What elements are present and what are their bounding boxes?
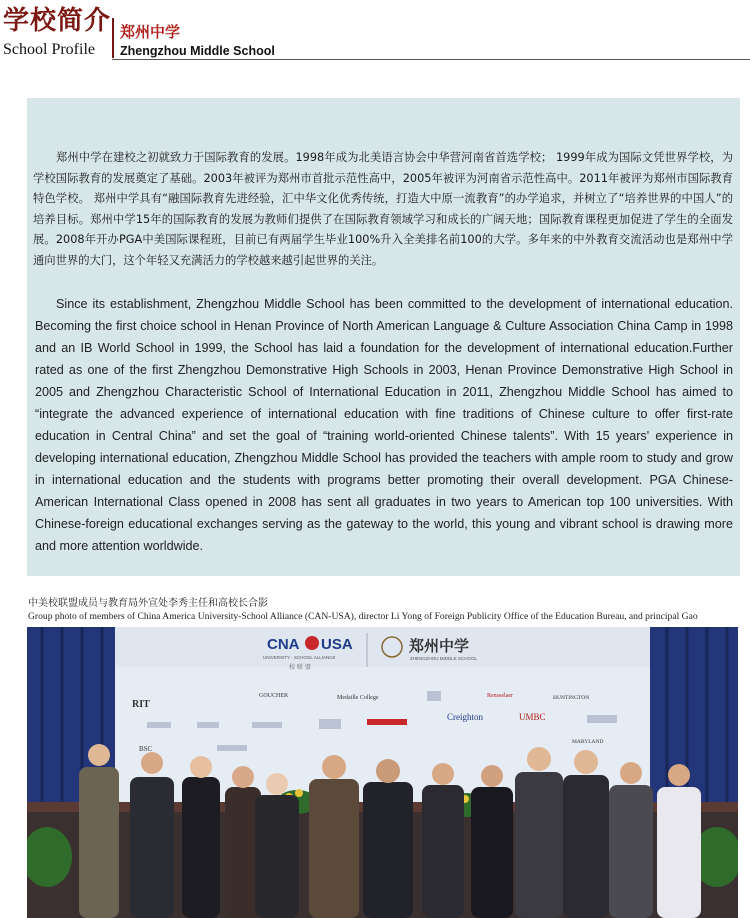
logo-medaille: Medaille College [337,695,379,701]
banner-school-cn: 郑州中学 [409,637,470,655]
header-divider [112,18,114,58]
header-rule [112,59,750,60]
header-school-en: Zhengzhou Middle School [120,44,275,58]
logo-huntington: HUNTINGTON [553,695,590,701]
logo-creighton: Creighton [447,712,483,722]
banner-usa-text: USA [321,636,353,653]
header-title-en: School Profile [3,41,95,58]
banner-cna-text: CNA [267,636,300,653]
photo-caption-cn: 中美校联盟成员与教育局外宣处李秀主任和高校长合影 [28,598,268,609]
banner-sub-text: UNIVERSITY · SCHOOL ALLIANCE [263,655,336,660]
group-photo-illustration [27,627,738,918]
star-icon [305,636,319,650]
logo-goucher: GOUCHER [259,693,289,699]
logo-bsc: BSC [139,745,153,753]
banner-school-en: ZHENGZHOU MIDDLE SCHOOL [410,656,478,661]
logo-rit: RIT [132,699,150,710]
group-photo [27,627,738,918]
intro-paragraph-en: Since its establishment, Zhengzhou Middle School has been committed to the development of international education. Becoming the first choice school in Henan Province of North American Language & Culture Association China Camp in 1998 and an IB World School in 1999, the School has laid a foundation for the development of international education.Further rated as one of the first Zhengzhou Demonstrative High Schools in 2003, Henan Province Demonstrative High School in 2005 and Zhengzhou Characteristic School of International Education in 2011, Zhengzhou Middle School has aimed to “integrate the advanced experience of international education with fine traditions of Chinese culture to offer first-rate education in Central China” and set the goal of “training world-oriented Chinese talents”. With 15 years' experience in developing international education, Zhengzhou Middle School has provided the teachers with ample room to study and grow in international education and the students with programs better promoting their overall development. PGA Chinese-American International Class opened in 2008 has sent all graduates in two years to American top 100 universities. With Chinese-foreign educational exchanges serving as the gateway to the world, this young and vibrant school is drawing more and more attention worldwide. [35,297,733,553]
banner-cn-sub: 校 联 盟 [289,664,311,671]
logo-umbc: UMBC [519,712,546,722]
intro-paragraph-cn: 郑州中学在建校之初就致力于国际教育的发展。1998年成为北美语言协会中华营河南省首选学校； 1999年成为国际文凭世界学校，为学校国际教育的发展奠定了基础。2003年被评为郑州市首批示范性高中，2005年被评为河南省示范性高中。2011年被评为郑州市国际教育特色学校。 郑州中学具有“融国际教育先进经验，汇中华文化优秀传统，打造大中原一流教育”的办学追求，并树立了“培养世界的中国人”的培养目标。郑州中学15年的国际教育的发展为教师们提供了在国际教育领域学习和成长的广阔天地；国际教育课程更加促进了学生的全面发展。2008年开办PGA中美国际课程班，目前已有两届学生毕业100%升入全美排名前100的大学。多年来的中外教育交流活动也是郑州中学通向世界的大门，这个年轻又充满活力的学校越来越引起世界的关注。 [33,151,733,267]
photo-caption-en: Group photo of members of China America University-School Alliance (CAN-USA), director Li Yong of Foreign Publicity Office of the Education Bureau, and principal Gao [28,611,698,622]
page-header [0,0,750,60]
header-title-cn: 学校简介 [3,6,112,36]
header-school-cn: 郑州中学 [120,23,181,41]
logo-rensselaer: Rensselaer [487,693,513,699]
logo-maryland: MARYLAND [572,739,604,745]
